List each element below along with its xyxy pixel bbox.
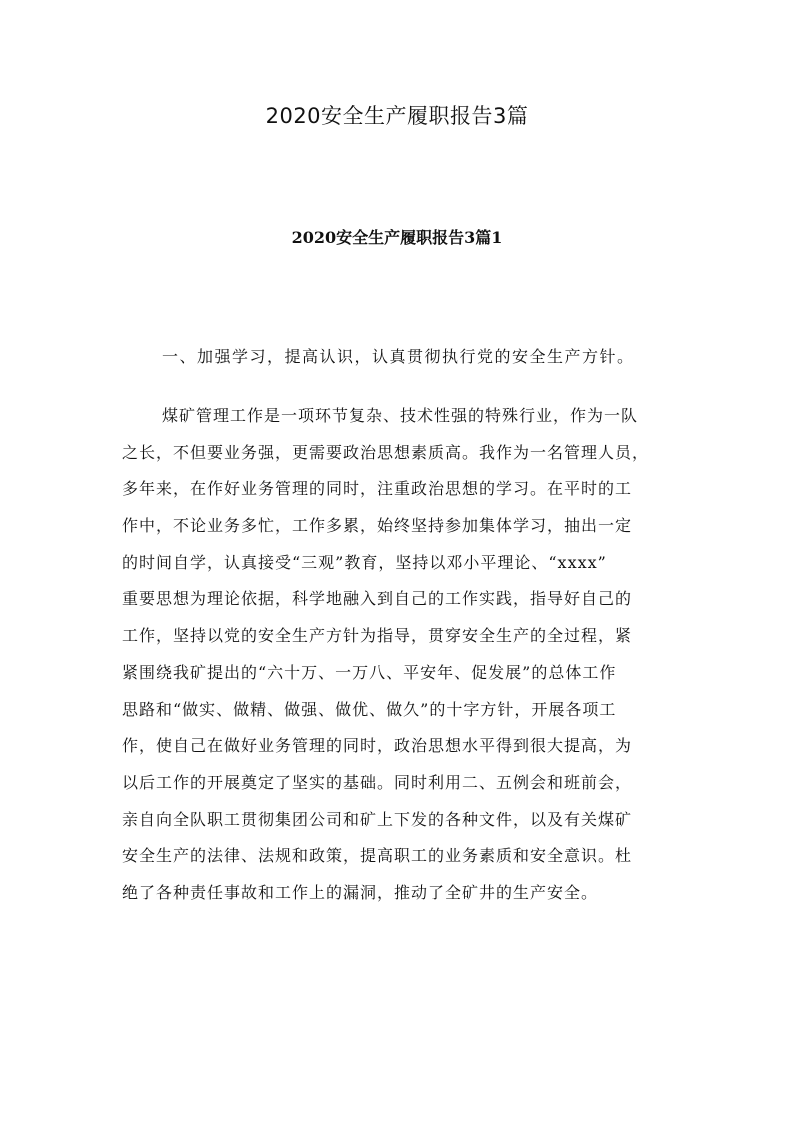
paragraph-line: 绝了各种责任事故和工作上的漏洞，推动了全矿井的生产安全。 <box>122 882 599 902</box>
paragraph-line: 亲自向全队职工贯彻集团公司和矿上下发的各种文件，以及有关煤矿 <box>122 809 633 829</box>
paragraph-line: 之长，不但要业务强，更需要政治思想素质高。我作为一名管理人员， <box>122 442 650 462</box>
paragraph-line: 重要思想为理论依据，科学地融入到自己的工作实践，指导好自己的 <box>122 589 633 609</box>
paragraph-line: 多年来，在作好业务管理的同时，注重政治思想的学习。在平时的工 <box>122 479 633 499</box>
paragraph-line: 作，使自己在做好业务管理的同时，政治思想水平得到很大提高，为 <box>122 736 633 756</box>
paragraph-line: 煤矿管理工作是一项环节复杂、技术性强的特殊行业，作为一队 <box>162 406 639 425</box>
paragraph-line: 思路和“做实、做精、做强、做优、做久”的十字方针，开展各项工 <box>122 699 617 719</box>
paragraph-line: 安全生产的法律、法规和政策，提高职工的业务素质和安全意识。杜 <box>122 846 633 866</box>
paragraph-line: 作中，不论业务多忙，工作多累，始终坚持参加集体学习，抽出一定 <box>122 516 633 536</box>
section-heading: 一、加强学习，提高认识，认真贯彻执行党的安全生产方针。 <box>162 347 635 366</box>
section-title: 2020安全生产履职报告3篇1 <box>291 228 503 247</box>
document-title: 2020安全生产履职报告3篇 <box>265 104 529 128</box>
paragraph-line: 以后工作的开展奠定了坚实的基础。同时利用二、五例会和班前会， <box>122 772 633 792</box>
paragraph-line: 紧围绕我矿提出的“六十万、一万八、平安年、促发展”的总体工作 <box>122 662 617 682</box>
paragraph-line: 的时间自学，认真接受“三观”教育，坚持以邓小平理论、“xxxx” <box>122 552 607 572</box>
body-paragraph <box>122 398 682 912</box>
paragraph-line: 工作，坚持以党的安全生产方针为指导，贯穿安全生产的全过程，紧 <box>122 626 633 646</box>
